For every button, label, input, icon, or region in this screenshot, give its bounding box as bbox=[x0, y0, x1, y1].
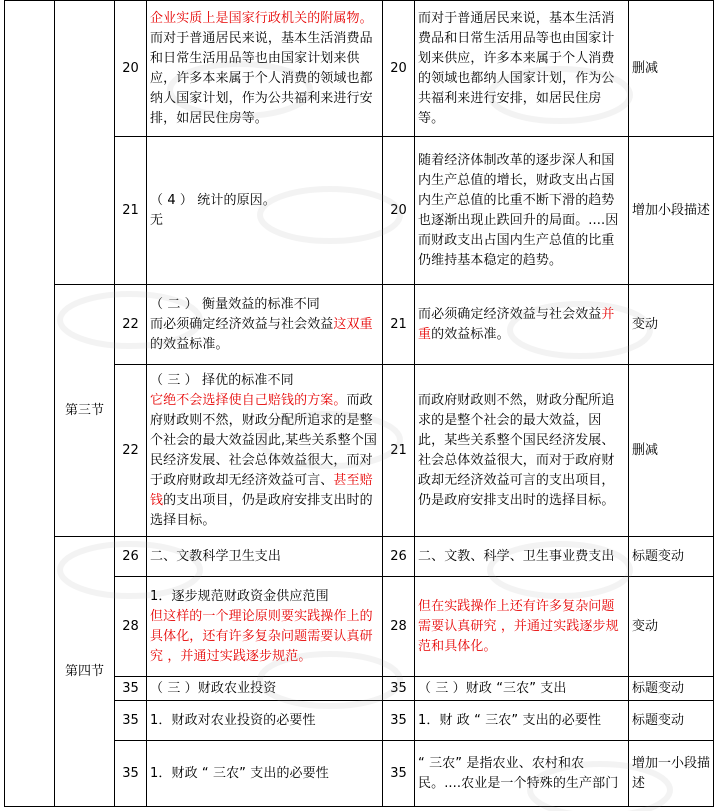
old-text-cell bbox=[147, 741, 383, 807]
old-text-span: 而必须确定经济效益与社会效益 bbox=[150, 316, 334, 332]
old-text-cell bbox=[147, 577, 383, 677]
new-text-highlight: 但在实践操作上还有许多复杂问题需要认真研究 ，并通过实践逐步规范和具体化。 bbox=[418, 598, 619, 654]
new-page-cell: 35 bbox=[383, 701, 415, 741]
old-page-cell: 20 bbox=[115, 1, 147, 137]
old-text-heading: （ 二 ） 衡量效益的标准不同 bbox=[150, 296, 320, 312]
old-page-cell: 35 bbox=[115, 701, 147, 741]
new-page-cell: 35 bbox=[383, 677, 415, 701]
new-text-span: 随着经济体制改革的逐步深人和国内生产总值的增长，财政支出占国内生产总值的比重不断下滑的趋势也逐渐出现止跌回升的局面。....因而财政支出占国内生产总值的比重仍维持基本稳定的趋势。 bbox=[418, 152, 619, 268]
table-row bbox=[5, 1, 714, 137]
old-text-span: 而政府财政则不然，财政分配所追求的是整个社会的最大效益因此,某些关系整个国民经济发展、社会总体效益很大，而对于政府财政却无经济效益可言、 bbox=[150, 392, 377, 488]
old-text-cell bbox=[147, 137, 383, 285]
old-text-cell bbox=[147, 1, 383, 137]
change-note-cell: 删减 bbox=[629, 365, 714, 537]
new-text-cell bbox=[415, 677, 629, 701]
change-note-cell: 标题变动 bbox=[629, 701, 714, 741]
old-text-heading: （ 三 ） 择优的标准不同 bbox=[150, 372, 294, 388]
old-text-highlight: 它绝不会选择使自己赔钱的方案。 bbox=[150, 392, 347, 408]
section-cell bbox=[55, 1, 115, 285]
old-page-cell: 28 bbox=[115, 577, 147, 677]
section-cell: 第三节 bbox=[55, 285, 115, 537]
new-page-cell: 35 bbox=[383, 741, 415, 807]
new-text-highlight: 并重 bbox=[418, 306, 615, 342]
old-text-highlight: 企业实质上是国家行政机关的附属物。 bbox=[150, 10, 373, 26]
change-note-cell: 删减 bbox=[629, 1, 714, 137]
table-row bbox=[5, 537, 714, 577]
old-text-span: （ 三 ）财政农业投资 bbox=[150, 680, 277, 696]
old-page-cell: 22 bbox=[115, 285, 147, 365]
new-page-cell: 21 bbox=[383, 365, 415, 537]
new-page-cell: 28 bbox=[383, 577, 415, 677]
old-page-cell: 35 bbox=[115, 677, 147, 701]
old-page-cell: 21 bbox=[115, 137, 147, 285]
new-text-cell bbox=[415, 137, 629, 285]
section-cell: 第四节 bbox=[55, 537, 115, 807]
comparison-table bbox=[4, 0, 714, 807]
old-text-highlight: 这双重 bbox=[333, 316, 373, 332]
new-text-span: 二、文教、科学、卫生事业费支出 bbox=[418, 548, 615, 564]
new-text-span: 1．财 政 “ 三农” 支出的必要性 bbox=[418, 712, 602, 728]
new-text-cell bbox=[415, 1, 629, 137]
new-page-cell: 21 bbox=[383, 285, 415, 365]
old-text-cell bbox=[147, 537, 383, 577]
old-text-highlight: 甚至赔钱 bbox=[150, 472, 373, 508]
old-text-highlight: 但这样的一个理论原则要实践操作上的具体化，还有许多复杂问题需要认真研究 ，并通过实践逐步规范。 bbox=[150, 608, 373, 664]
change-note-cell: 变动 bbox=[629, 577, 714, 677]
new-text-cell bbox=[415, 741, 629, 807]
old-text-heading: （ 4 ） 统计的原因。 bbox=[150, 192, 276, 208]
new-page-cell: 20 bbox=[383, 1, 415, 137]
change-note-cell: 变动 bbox=[629, 285, 714, 365]
new-text-span: 而对于普通居民来说，基本生活消费品和日常生活用品等也由国家计划来供应，许多本来属于个人消费的领域也都纳人国家计划，作为公共福利来进行安排，如居民住房等。 bbox=[418, 10, 615, 126]
new-page-cell: 20 bbox=[383, 137, 415, 285]
old-text-cell bbox=[147, 365, 383, 537]
new-text-cell bbox=[415, 537, 629, 577]
old-page-cell: 35 bbox=[115, 741, 147, 807]
old-text-span: 而对于普通居民来说，基本生活消费品和日常生活用品等也由国家计划来供应，许多本来属于个人消费的领域也都纳人国家计划，作为公共福利来进行安排，如居民住房等。 bbox=[150, 30, 373, 126]
change-note-cell: 标题变动 bbox=[629, 537, 714, 577]
table-row bbox=[5, 285, 714, 365]
old-text-heading: 1．逐步规范财政资金供应范围 bbox=[150, 588, 329, 604]
new-text-span: （ 三 ）财政 “三农” 支出 bbox=[418, 680, 567, 696]
new-text-span: 而必须确定经济效益与社会效益 bbox=[418, 306, 602, 322]
old-page-cell: 22 bbox=[115, 365, 147, 537]
chapter-column bbox=[5, 1, 55, 807]
old-text-span: 1．财政 “ 三农” 支出的必要性 bbox=[150, 765, 329, 781]
old-text-cell bbox=[147, 285, 383, 365]
new-page-cell: 26 bbox=[383, 537, 415, 577]
old-text-span: 的支出项目，仍是政府安排支出时的选择目标。 bbox=[150, 492, 373, 528]
old-text-cell bbox=[147, 677, 383, 701]
old-text-span: 的效益标准。 bbox=[150, 336, 229, 352]
new-text-span: 而政府财政则不然，财政分配所追求的是整个社会的最大效益，因此，某些关系整个国民经济发展、社会总体效益很大，而对于政府财政却无经济效益可言的支出项目，仍是政府安排支出时的选择目标。 bbox=[418, 392, 615, 508]
new-text-cell bbox=[415, 701, 629, 741]
new-text-span: 的效益标准。 bbox=[431, 326, 510, 342]
old-text-cell bbox=[147, 701, 383, 741]
old-text-span: 1．财政对农业投资的必要性 bbox=[150, 712, 316, 728]
old-text-span: 二、文教科学卫生支出 bbox=[150, 548, 282, 564]
new-text-cell bbox=[415, 285, 629, 365]
new-text-cell bbox=[415, 365, 629, 537]
old-text-span: 无 bbox=[150, 212, 164, 228]
new-text-cell bbox=[415, 577, 629, 677]
old-page-cell: 26 bbox=[115, 537, 147, 577]
change-note-cell: 增加小段描述 bbox=[629, 137, 714, 285]
change-note-cell: 标题变动 bbox=[629, 677, 714, 701]
change-note-cell: 增加一小段描述 bbox=[629, 741, 714, 807]
new-text-span: “ 三农” 是指农业、农村和农民。....农业是一个特殊的生产部门 bbox=[418, 755, 619, 791]
